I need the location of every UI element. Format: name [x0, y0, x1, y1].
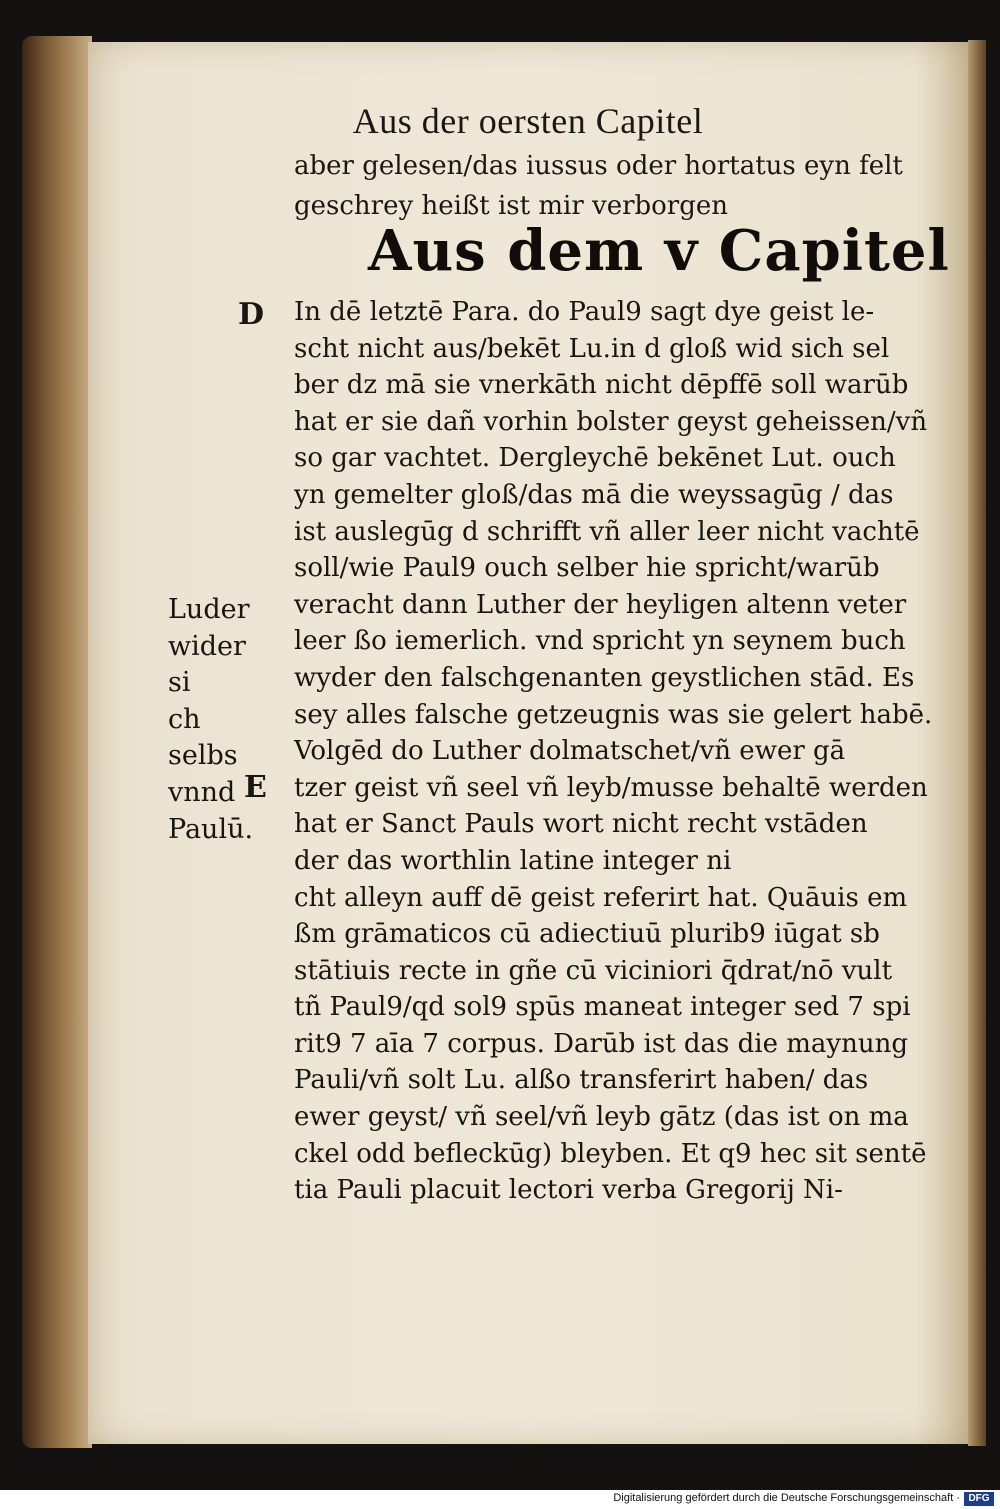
text-line: leer ßo iemerlich. vnd spricht yn seynem buch — [294, 626, 906, 657]
margin-note-line: Luder — [168, 594, 250, 625]
footer-bar — [0, 1490, 1000, 1509]
text-line: ewer geyst/ vñ seel/vñ leyb gātz (das ist on ma — [294, 1102, 909, 1133]
margin-note-line: ch selbs — [168, 703, 238, 772]
text-line: der das worthlin latine integer ni — [294, 845, 732, 876]
chapter-heading: Aus dem v Capitel — [368, 218, 950, 284]
text-line: yn gemelter gloß/das mā die weyssagūg / das — [294, 479, 894, 510]
margin-note-line: Paulū. — [168, 813, 254, 845]
book-page — [88, 42, 968, 1444]
body-text — [294, 294, 944, 1209]
margin-note-line: vnnd — [168, 776, 236, 808]
text-line: ßm grāmaticos cū adiectiuū plurib9 iūgat sb — [294, 919, 880, 950]
margin-initial-d: D — [238, 297, 265, 332]
margin-note — [168, 592, 268, 848]
continued-text — [294, 146, 934, 226]
footer-credit: Digitalisierung gefördert durch die Deutsche Forschungsgemeinschaft · — [613, 1492, 960, 1504]
margin-note-line: wider si — [168, 630, 246, 699]
text-line: so gar vachtet. Dergleychē bekēnet Lut. ouch — [294, 443, 896, 474]
text-line: stātiuis recte in gñe cū viciniori q̄drat/nō vult — [294, 955, 893, 986]
text-line: tia Pauli placuit lectori verba Gregorij Ni- — [294, 1175, 843, 1206]
text-line: ckel odd befleckūg) bleyben. Et q9 hec sit sentē — [294, 1138, 927, 1169]
text-line: hat er sie dañ vorhin bolster geyst geheissen/vñ — [294, 406, 928, 437]
text-line: ber dz mā sie vnerkāth nicht dēpffē soll warūb — [294, 370, 909, 401]
text-line: veracht dann Luther der heyligen altenn veter — [294, 589, 907, 620]
text-line: sey alles falsche getzeugnis was sie gelert habē. — [294, 699, 933, 730]
text-line: tzer geist vñ seel vñ leyb/musse behaltē werden — [294, 772, 928, 803]
margin-initial-e: E — [244, 770, 267, 805]
text-line: hat er Sanct Pauls wort nicht recht vstāden — [294, 809, 868, 840]
dfg-logo-icon: DFG — [964, 1492, 994, 1506]
text-line: Pauli/vñ solt Lu. alßo transferirt haben/ das — [294, 1065, 869, 1096]
text-line: Volgēd do Luther dolmatschet/vñ ewer gā — [294, 736, 846, 767]
text-line: wyder den falschgenanten geystlichen stād. Es — [294, 662, 915, 693]
text-line: aber gelesen/das iussus oder hortatus eyn felt — [294, 151, 903, 181]
text-line: soll/wie Paul9 ouch selber hie spricht/warūb — [294, 553, 880, 584]
text-line: scht nicht aus/bekēt Lu.in d gloß wid sich sel — [294, 333, 890, 364]
text-line: cht alleyn auff dē geist referirt hat. Quāuis em — [294, 882, 908, 913]
book-spine-edge — [22, 36, 92, 1448]
text-line: ist auslegūg d schrifft vñ aller leer nicht vachtē — [294, 516, 920, 547]
running-head: Aus der oersten Capitel — [352, 101, 704, 141]
page-fore-edge — [968, 40, 986, 1446]
text-line: tñ Paul9/qd sol9 spūs maneat integer sed 7 spi — [294, 992, 911, 1023]
text-line: rit9 7 aīa 7 corpus. Darūb ist das die maynung — [294, 1028, 908, 1059]
text-line: In dē letztē Para. do Paul9 sagt dye geist le- — [294, 297, 875, 327]
text-line: geschrey heißt ist mir verborgen — [294, 191, 729, 221]
